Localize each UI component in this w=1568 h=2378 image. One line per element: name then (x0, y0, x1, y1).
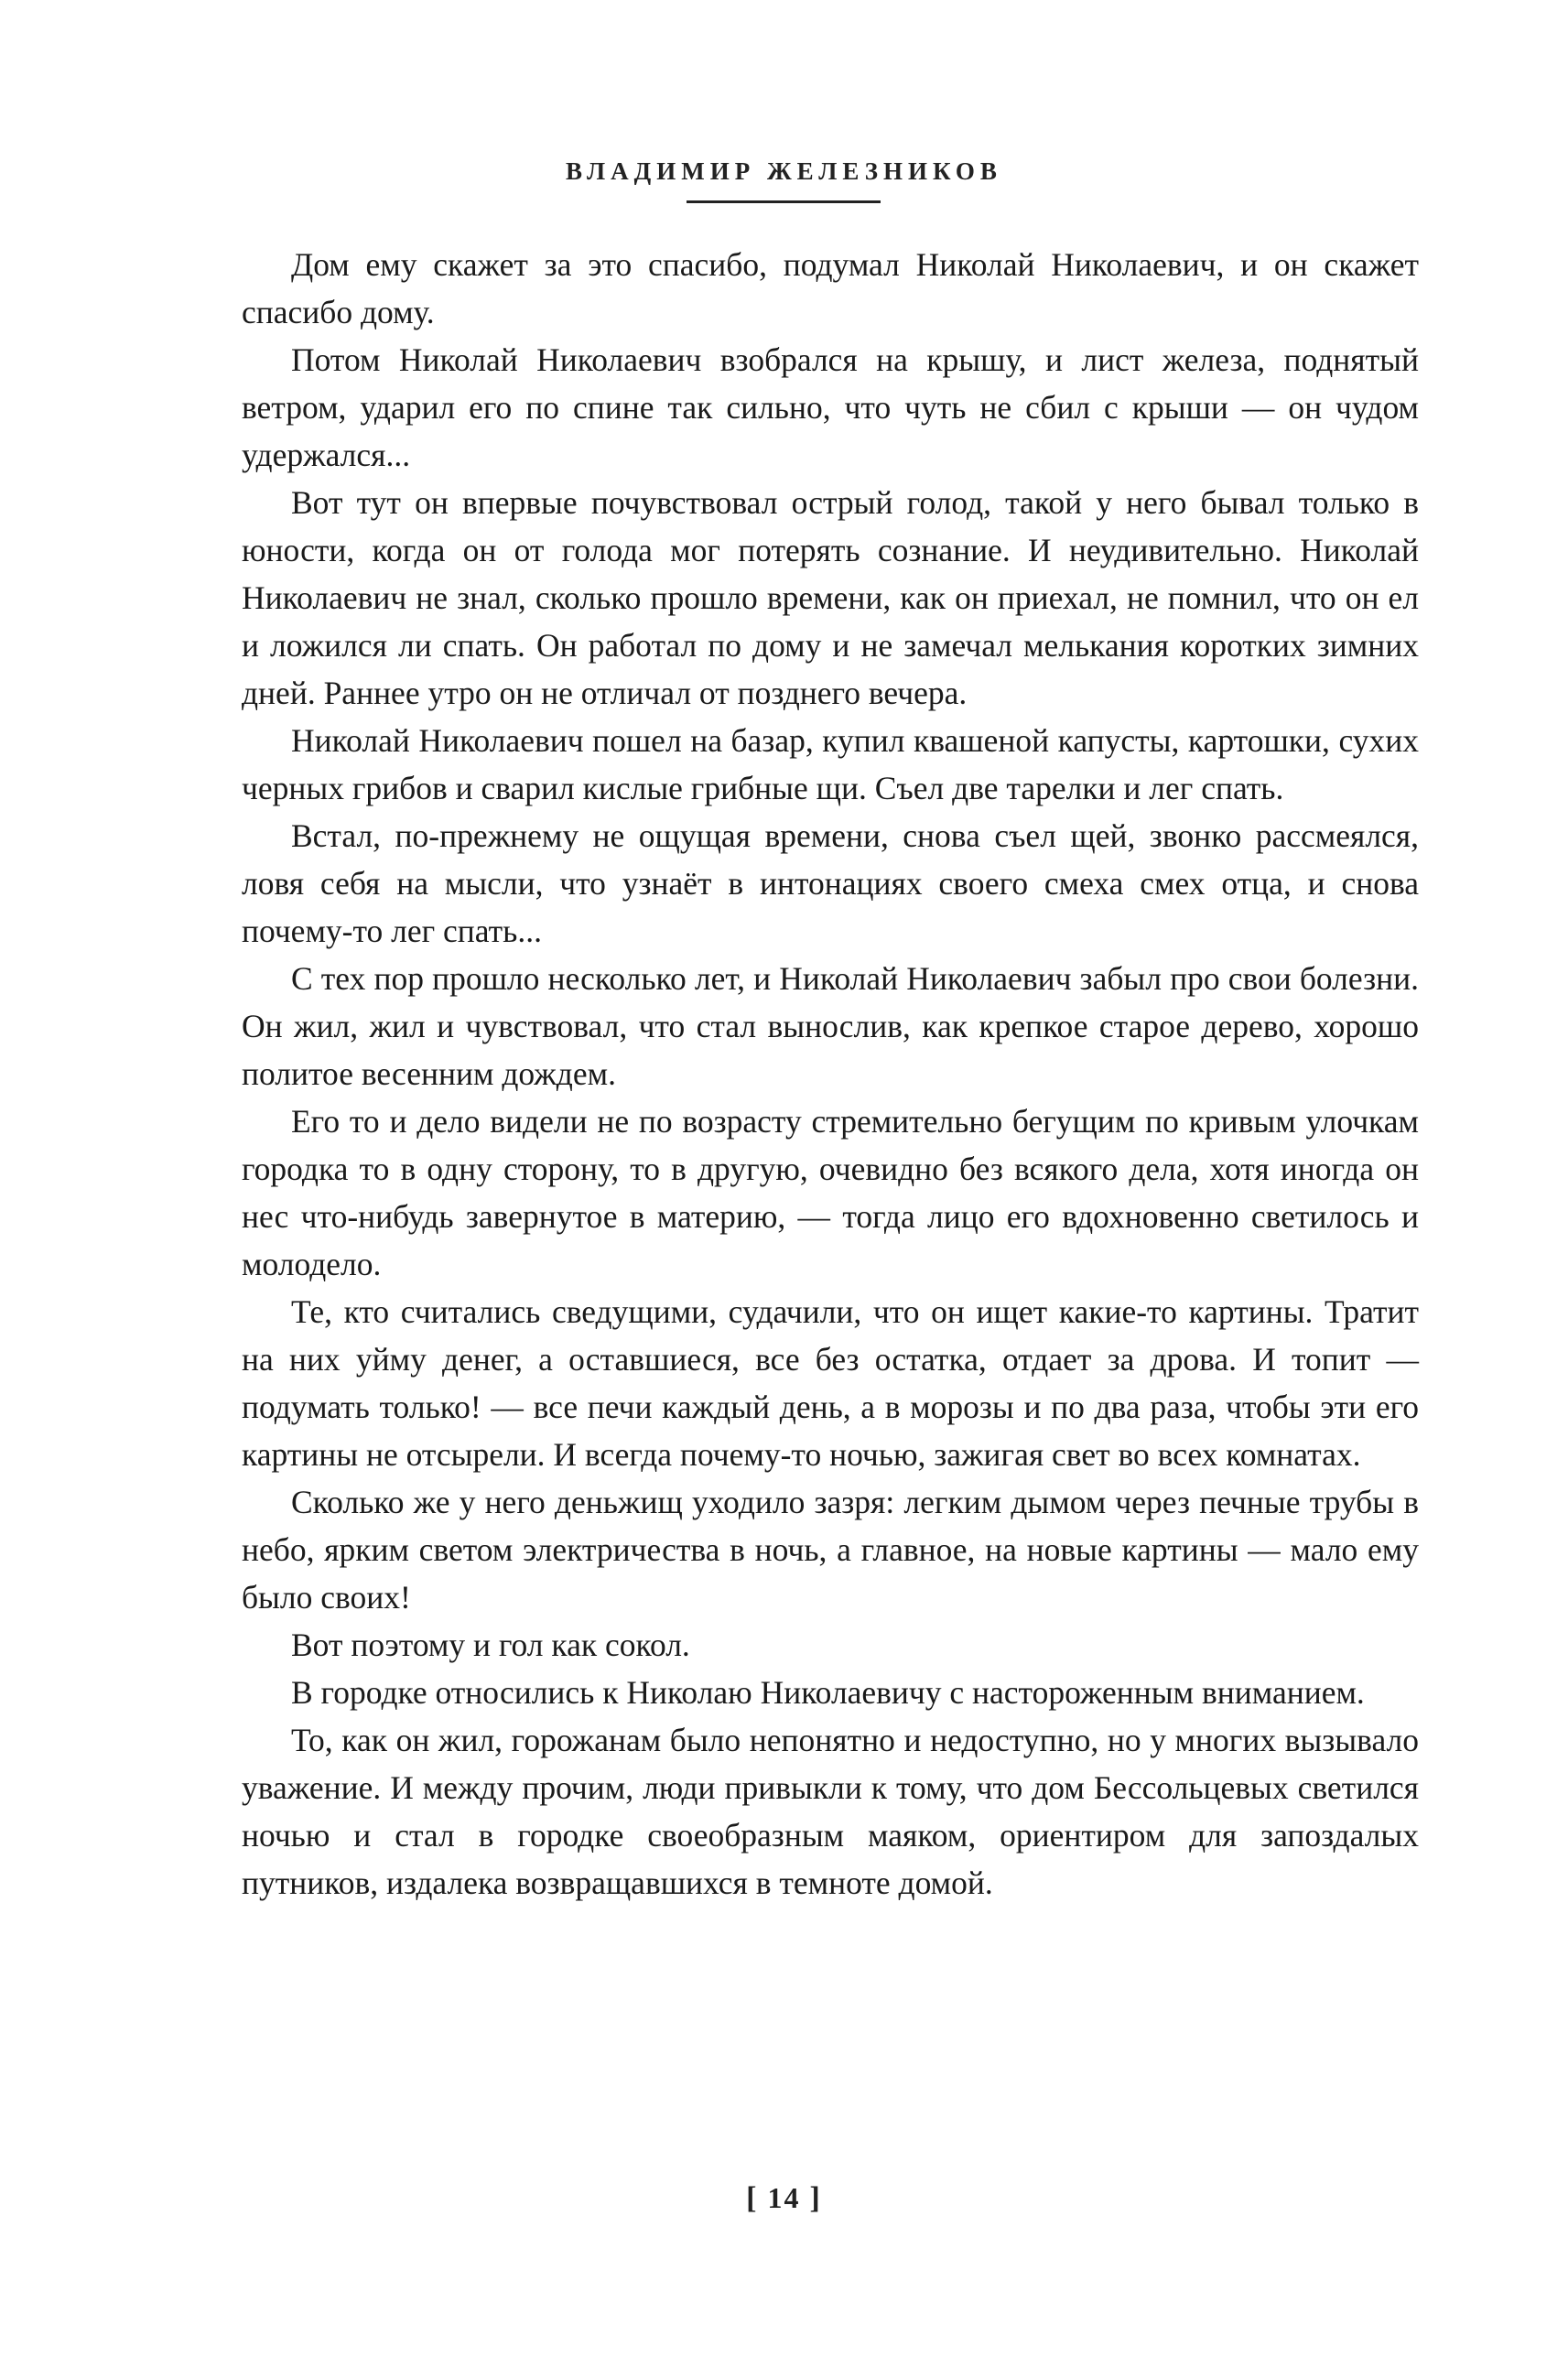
page-number-value: 14 (767, 2181, 801, 2214)
paragraph: Николай Николаевич пошел на базар, купил квашеной капусты, картошки, сухих черных грибов и сварил кислые грибные щи. Съел две тарелки и лег спать. (242, 722, 1419, 806)
running-head: ВЛАДИМИР ЖЕЛЕЗНИКОВ (566, 157, 1002, 185)
folio-left-bracket: [ (746, 2181, 759, 2215)
paragraph: Потом Николай Николаевич взобрался на крышу, и лист железа, поднятый ветром, ударил его по спине так сильно, что чуть не сбил с крыши — он чудом удержался... (242, 341, 1419, 473)
body-text (242, 241, 1419, 1907)
paragraph: Его то и дело видели не по возрасту стремительно бегущим по кривым улочкам городка то в одну сторону, то в другую, очевидно без всякого дела, хотя иногда он нес что-нибудь завернутое в материю, — тогда лицо его вдохновенно светилось и молодело. (242, 1103, 1419, 1282)
header-rule (687, 200, 881, 203)
paragraph: Те, кто считались сведущими, судачили, что он ищет какие-то картины. Тратит на них уйму денег, а оставшиеся, все без остатка, отдает за дрова. И топит — подумать только! — все печи каждый день, а в морозы и по два раза, чтобы эти его картины не отсырели. И всегда почему-то ночью, зажигая свет во всех комнатах. (242, 1293, 1419, 1473)
paragraph: В городке относились к Николаю Николаевичу с настороженным вниманием. (291, 1674, 1365, 1711)
folio-right-bracket: ] (809, 2181, 822, 2215)
paragraph: Дом ему скажет за это спасибо, подумал Николай Николаевич, и он скажет спасибо дому. (242, 246, 1419, 330)
paragraph: То, как он жил, горожанам было непонятно и недоступно, но у многих вызывало уважение. И между прочим, люди привыкли к тому, что дом Бессольцевых светился ночью и стал в городке своеобразным маяком, ориентиром для запоздалых путников, издалека возвращавшихся в темноте домой. (242, 1722, 1419, 1901)
page-number (0, 2181, 1568, 2216)
paragraph: Вот поэтому и гол как сокол. (291, 1627, 690, 1663)
paragraph: Встал, по-прежнему не ощущая времени, снова съел щей, звонко рассмеялся, ловя себя на мысли, что узнаёт в интонациях своего смеха смех отца, и снова почему-то лег спать... (242, 817, 1419, 949)
paragraph: Сколько же у него деньжищ уходило зазря: легким дымом через печные трубы в небо, ярким светом электричества в ночь, а главное, на новые картины — мало ему было своих! (242, 1484, 1419, 1616)
paragraph: Вот тут он впервые почувствовал острый голод, такой у него бывал только в юности, когда он от голода мог потерять сознание. И неудивительно. Николай Николаевич не знал, сколько прошло времени, как он приехал, не помнил, что он ел и ложился ли спать. Он работал по дому и не замечал мелькания коротких зимних дней. Раннее утро он не отличал от позднего вечера. (242, 484, 1419, 711)
paragraph: С тех пор прошло несколько лет, и Николай Николаевич забыл про свои болезни. Он жил, жил и чувствовал, что стал вынослив, как крепкое старое дерево, хорошо политое весенним дождем. (242, 960, 1419, 1092)
